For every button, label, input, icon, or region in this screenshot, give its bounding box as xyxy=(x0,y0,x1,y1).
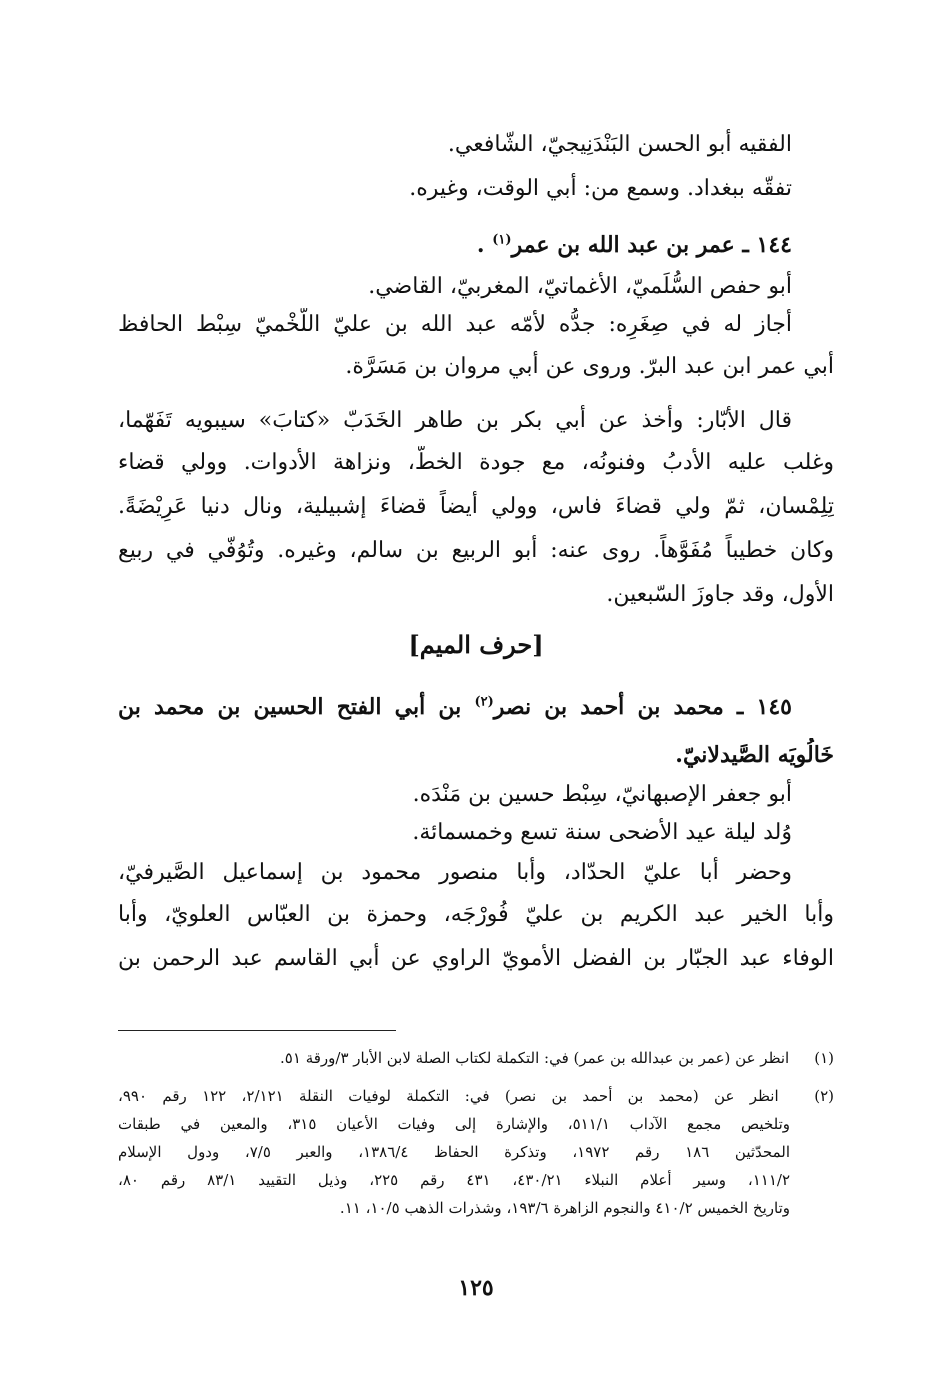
entry-title: ١٤٥ ـ محمد بن أحمد بن نصر xyxy=(493,694,792,720)
text-line: أبو حفص السُّلَميّ، الأغماتيّ، المغربيّ، القاضي. xyxy=(368,274,792,299)
text-line: الفقيه أبو الحسن البَنْدَنِيجيّ، الشّافعي. xyxy=(447,132,792,157)
footnote-2 xyxy=(118,1084,834,1109)
footnote-text: انظر عن (عمر بن عبدالله بن عمر) في: التكملة لكتاب الصلة لابن الأبار ٣/ورقة ٥١. xyxy=(280,1049,790,1067)
entry-title: ١٤٤ ـ عمر بن عبد الله بن عمر xyxy=(511,232,792,258)
text-line: تفقّه ببغداد. وسمع من: أبي الوقت، وغيره. xyxy=(409,176,792,201)
footnote-line: وتاريخ الخميس ٤١٠/٢ والنجوم الزاهرة ١٩٣/٦، وشذرات الذهب ١٠/٥، ١١. xyxy=(339,1199,790,1217)
text-line: أبو جعفر الإصبهانيّ، سِبْط حسين بن مَنْدَه. xyxy=(412,782,792,807)
page-number: ١٢٥ xyxy=(458,1275,494,1301)
footnote-number: (٢) xyxy=(814,1087,834,1105)
footnote-separator xyxy=(118,1030,396,1031)
section-heading: [حرف الميم] xyxy=(408,630,544,659)
entry-heading-144 xyxy=(118,228,792,262)
footnote-text: انظر عن (محمد بن أحمد بن نصر) في: التكملة لوفيات النقلة ٢/١٢١، ١٢٢ رقم ٩٩٠، xyxy=(118,1087,779,1105)
entry-heading-continued: خَالُويَه الصَّيدلانيّ. xyxy=(675,742,834,768)
entry-heading-145 xyxy=(118,690,792,724)
text-line: وأبا الخير عبد الكريم بن عليّ فُورْجَه، وحمزة بن العبّاس العلويّ، وأبا xyxy=(118,902,834,927)
footnote-line: ١١١/٢، وسير أعلام النبلاء ٤٣٠/٢١، ٤٣١ رقم ٢٢٥، وذيل التقييد ٨٣/١ رقم ٨٠، xyxy=(118,1171,790,1189)
entry-title-continued: بن أبي الفتح الحسين بن محمد بن xyxy=(118,694,462,720)
text-line: أجاز له في صِغَرِه: جدُّه لأمّه عبد الله بن عليّ اللّخْميّ سِبْط الحافظ xyxy=(118,312,792,337)
text-line: الوفاء عبد الجبّار بن الفضل الأمويّ الراوي عن أبي القاسم عبد الرحمن بن xyxy=(118,946,834,971)
footnote-marker: (٢) xyxy=(474,694,494,710)
text-line: تِلِمْسان، ثمّ ولي قضاءَ فاس، وولي أيضاً قضاءَ إشبيلية، ونال دنيا عَرِيْضَةً. xyxy=(118,494,834,519)
footnote-1 xyxy=(118,1046,834,1071)
text-line: وُلد ليلة عيد الأضحى سنة تسع وخمسمائة. xyxy=(412,820,792,845)
footnote-marker: (١) xyxy=(492,232,512,248)
footnote-number: (١) xyxy=(814,1049,834,1067)
footnote-line: وتلخيص مجمع الآداب ٥١١/١، والإشارة إلى وفيات الأعيان ٣١٥، والمعين في طبقات xyxy=(118,1115,790,1133)
period: . xyxy=(476,232,485,258)
footnote-line: المحدّثين ١٨٦ رقم ١٩٧٢، وتذكرة الحفاظ ١٣٨٦/٤، والعبر ٧/٥، ودول الإسلام xyxy=(118,1143,790,1161)
text-line: وغلب عليه الأدبُ وفنونُه، مع جودة الخطّ، ونزاهة الأدوات. وولي قضاء xyxy=(118,450,834,475)
text-line: وكان خطيباً مُفَوَّهاً. روى عنه: أبو الربيع بن سالم، وغيره. وتُوُفّي في ربيع xyxy=(118,538,834,563)
text-line: أبي عمر ابن عبد البرّ. وروى عن أبي مروان بن مَسَرَّة. xyxy=(345,354,834,379)
text-line: وحضر أبا عليّ الحدّاد، وأبا منصور محمود بن إسماعيل الصَّيرفيّ، xyxy=(118,860,792,885)
text-line: قال الأبّار: وأخذ عن أبي بكر بن طاهر الخَدَبّ «كتابَ» سيبويه تَفَهّما، xyxy=(118,408,792,433)
text-line: الأول، وقد جاوزَ السّبعين. xyxy=(606,582,834,607)
